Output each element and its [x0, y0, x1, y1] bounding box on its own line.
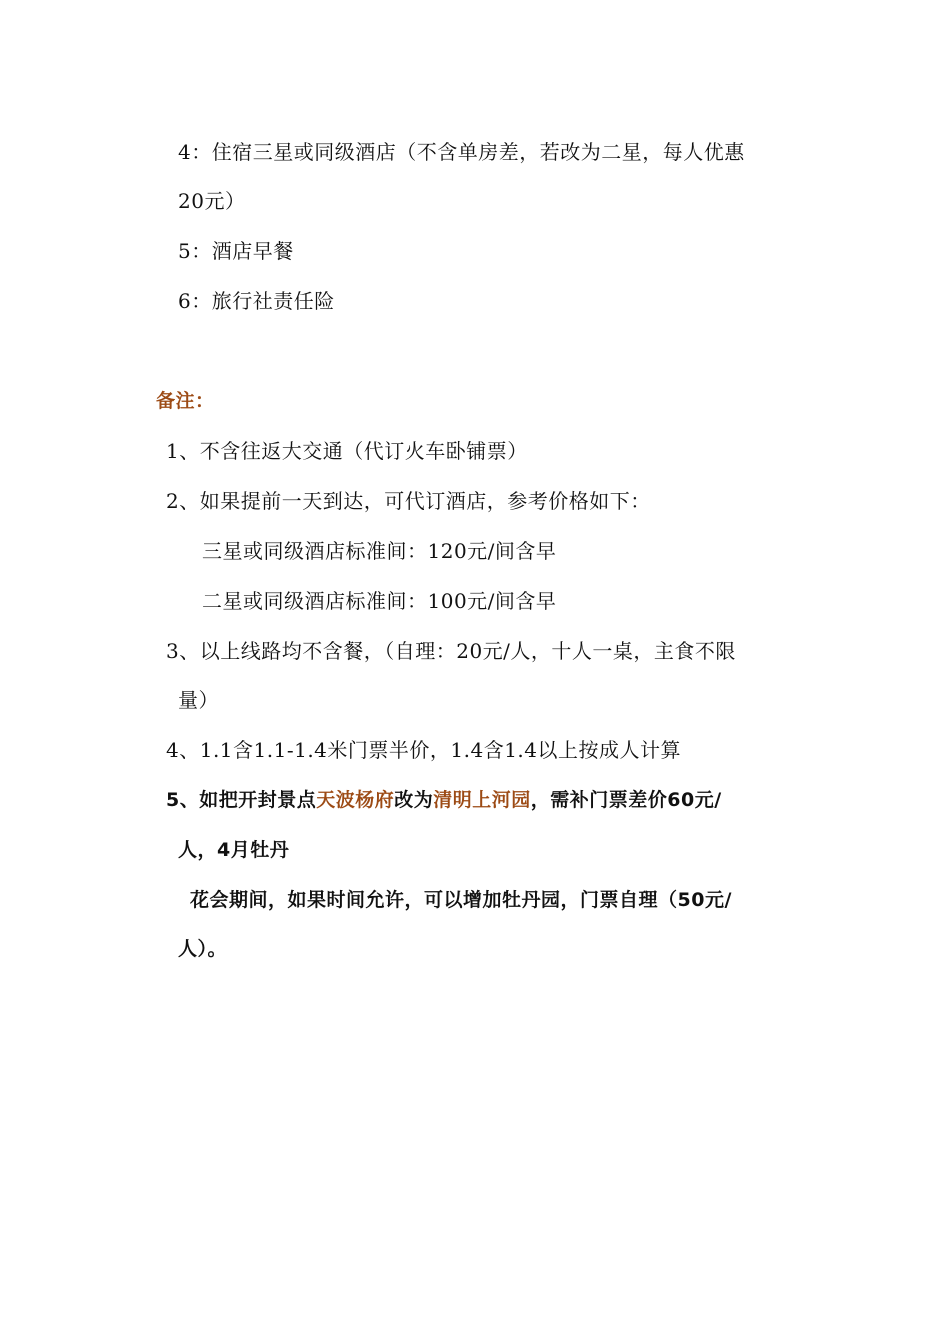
note-5-line4: 人）。 [178, 938, 228, 960]
include-item-4-line1: 4：住宿三星或同级酒店（不含单房差，若改为二星，每人优惠 [178, 140, 745, 164]
note-5-text-c: ，需补门票差价60元/ [530, 789, 722, 811]
notes-heading: 备注： [156, 390, 215, 412]
note-3-line1: 3、以上线路均不含餐，（自理：20元/人，十人一桌，主食不限 [166, 639, 736, 663]
include-item-5: 5：酒店早餐 [178, 239, 294, 263]
note-5-line2: 人，4月牡丹 [178, 839, 290, 861]
note-2: 2、如果提前一天到达，可代订酒店，参考价格如下： [166, 489, 651, 513]
note-5-place-qingming: 清明上河园 [433, 789, 531, 811]
note-5-text-a: 5、如把开封景点 [166, 789, 317, 811]
include-item-4-line2: 20元） [178, 189, 246, 213]
include-item-6: 6：旅行社责任险 [178, 289, 335, 313]
note-5-line3: 花会期间，如果时间允许，可以增加牡丹园，门票自理（50元/ [190, 889, 732, 911]
note-5-line1 [166, 785, 722, 815]
note-2-two-star-price: 二星或同级酒店标准间：100元/间含早 [202, 589, 557, 613]
note-5-place-tianbo: 天波杨府 [316, 789, 395, 811]
note-4: 4、1.1含1.1-1.4米门票半价，1.4含1.4以上按成人计算 [166, 738, 682, 762]
note-3-line2: 量） [178, 688, 219, 712]
note-2-three-star-price: 三星或同级酒店标准间：120元/间含早 [202, 539, 557, 563]
note-5-text-b: 改为 [394, 789, 434, 811]
note-1: 1、不含往返大交通（代订火车卧铺票） [166, 439, 528, 463]
